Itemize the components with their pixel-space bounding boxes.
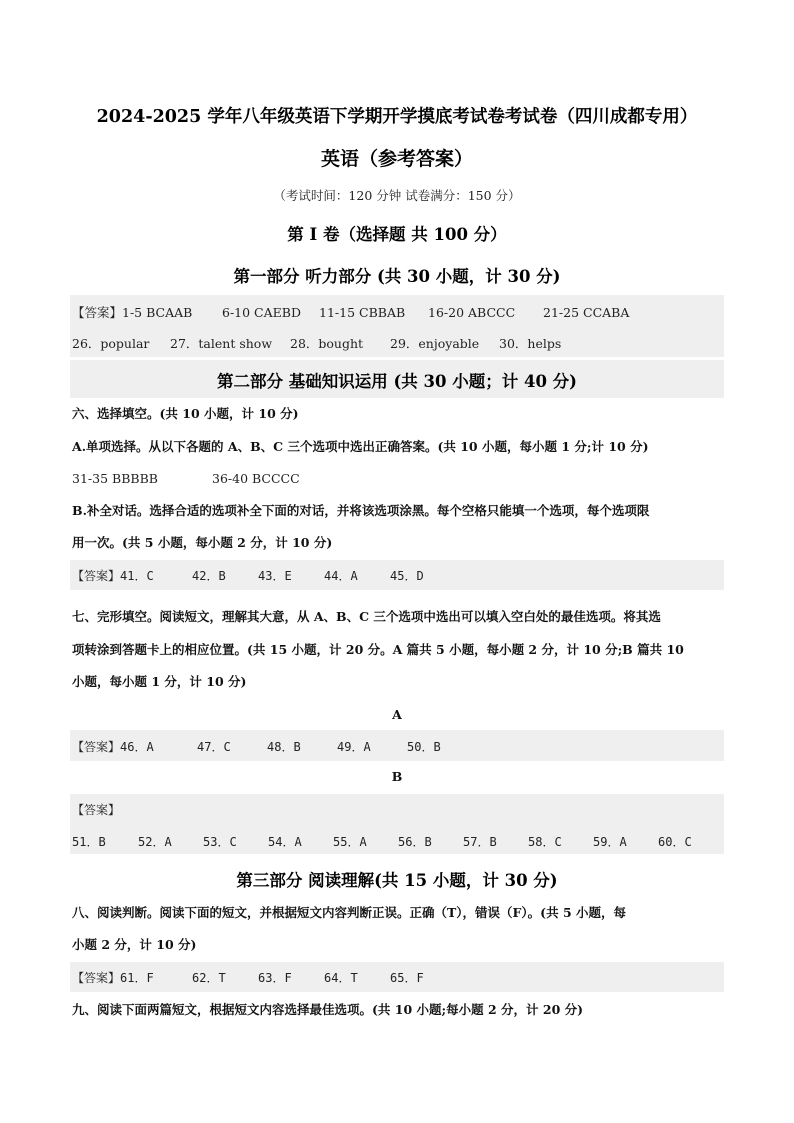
answer-50: 50．B <box>407 740 441 754</box>
answer-56: 56．B <box>398 835 432 849</box>
section-six-b-instructions-2: 用一次。(共 5 小题，每小题 2 分，计 10 分) <box>72 535 333 550</box>
answer-65: 65．F <box>390 971 424 985</box>
answer-63: 63．F <box>258 971 292 985</box>
answer-60: 60．C <box>658 835 692 849</box>
answer-31-35: 31-35 BBBBB <box>72 471 158 486</box>
answer-64: 64．T <box>324 971 358 985</box>
section-eight-instructions-2: 小题 2 分，计 10 分) <box>72 937 197 952</box>
section-six-a-instructions: A.单项选择。从以下各题的 A、B、C 三个选项中选出正确答案。(共 10 小题，每小题 1 分;计 10 分) <box>72 439 649 454</box>
section-six-b-instructions-1: B.补全对话。选择合适的选项补全下面的对话，并将该选项涂黑。每个空格只能填一个选项，每个选项限 <box>72 503 650 518</box>
answer-36-40: 36-40 BCCCC <box>212 471 300 486</box>
answer-16-20: 16-20 ABCCC <box>428 305 516 320</box>
answer-47: 47．C <box>197 740 231 754</box>
section-seven-instructions-2: 项转涂到答题卡上的相应位置。(共 15 小题，计 20 分。A 篇共 5 小题，每小题 2 分，计 10 分;B 篇共 10 <box>72 642 684 657</box>
section-seven-a-answers <box>72 738 441 755</box>
answer-58: 58．C <box>528 835 562 849</box>
answer-11-15: 11-15 CBBAB <box>319 305 406 320</box>
answer-30: 30．helps <box>499 336 562 351</box>
answer-48: 48．B <box>267 740 301 754</box>
section-nine-instructions: 九、阅读下面两篇短文，根据短文内容选择最佳选项。(共 10 小题;每小题 2 分，计 20 分) <box>72 1002 584 1017</box>
answer-43: 43．E <box>258 569 292 583</box>
section-six-heading: 六、选择填空。(共 10 小题，计 10 分) <box>72 406 299 421</box>
part1-heading: 第一部分 听力部分 (共 30 小题，计 30 分) <box>233 267 561 286</box>
answer-59: 59．A <box>593 835 627 849</box>
answer-61: 【答案】61．F <box>72 971 154 985</box>
answer-54: 54．A <box>268 835 302 849</box>
passage-b-label: B <box>391 769 403 784</box>
answer-46: 【答案】46．A <box>72 740 154 754</box>
answer-41: 【答案】41．C <box>72 569 154 583</box>
answer-26: 26．popular <box>72 336 150 351</box>
answer-55: 55．A <box>333 835 367 849</box>
answer-42: 42．B <box>192 569 226 583</box>
answer-62: 62．T <box>192 971 226 985</box>
section-six-b-answers <box>72 567 424 584</box>
answer-45: 45．D <box>390 569 424 583</box>
volume-heading: 第 I 卷（选择题 共 100 分） <box>287 225 507 244</box>
section-eight-instructions-1: 八、阅读判断。阅读下面的短文，并根据短文内容判断正误。正确（T），错误（F）。(共 5 小题，每 <box>72 905 626 920</box>
answer-51: 51．B <box>72 835 106 849</box>
answer-44: 44．A <box>324 569 358 583</box>
answer-28: 28．bought <box>290 336 364 351</box>
part2-heading: 第二部分 基础知识运用 (共 30 小题；计 40 分) <box>216 372 577 391</box>
answer-49: 49．A <box>337 740 371 754</box>
exam-info: （考试时间：120 分钟 试卷满分：150 分） <box>273 188 521 203</box>
section-seven-b-answers <box>72 833 692 850</box>
part3-heading: 第三部分 阅读理解(共 15 小题，计 30 分) <box>236 871 558 890</box>
part1-answer-row2 <box>72 334 561 352</box>
answer-1-5: 【答案】1-5 BCAAB <box>72 305 193 320</box>
document-title: 2024-2025 学年八年级英语下学期开学摸底考试卷考试卷（四川成都专用） <box>96 107 698 127</box>
section-eight-answers <box>72 969 424 986</box>
answer-27: 27．talent show <box>170 336 273 351</box>
answer-52: 52．A <box>138 835 172 849</box>
seven-b-answer-label: 【答案】 <box>72 803 121 817</box>
section-six-a-answers <box>72 471 300 486</box>
answer-21-25: 21-25 CCABA <box>543 305 630 320</box>
answer-53: 53．C <box>203 835 237 849</box>
part1-answer-row1 <box>72 303 629 321</box>
passage-a-label: A <box>392 707 402 722</box>
answer-57: 57．B <box>463 835 497 849</box>
answer-29: 29．enjoyable <box>390 336 480 351</box>
section-seven-instructions-3: 小题，每小题 1 分，计 10 分) <box>72 674 247 689</box>
answer-6-10: 6-10 CAEBD <box>222 305 301 320</box>
section-seven-instructions-1: 七、完形填空。阅读短文，理解其大意，从 A、B、C 三个选项中选出可以填入空白处的最佳选项。将其选 <box>72 609 661 624</box>
document-subtitle: 英语（参考答案） <box>320 148 473 170</box>
